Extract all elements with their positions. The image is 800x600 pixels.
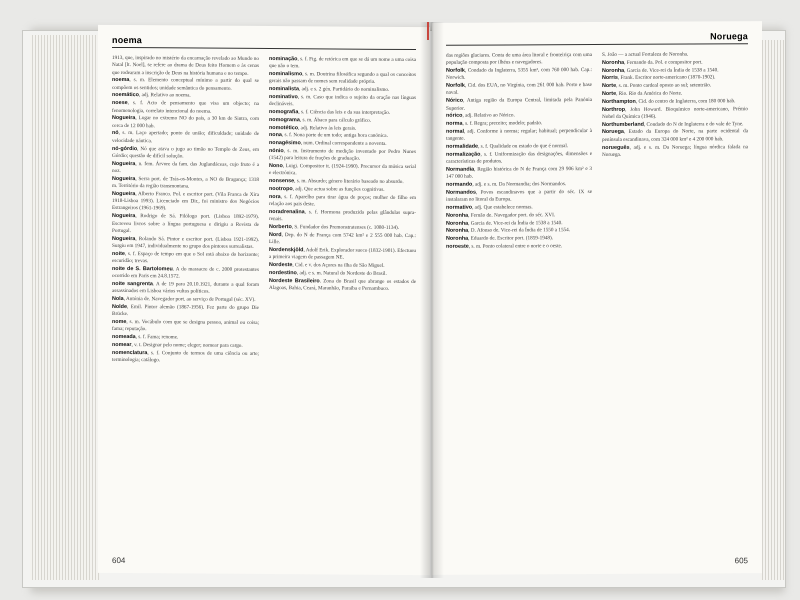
entry-definition: , Garcia de. Vice-rei da Índia de 1538 a 1540.: [624, 66, 719, 74]
entry-headword: noese: [112, 100, 128, 107]
entry-headword: Noronha: [446, 235, 469, 242]
dictionary-entry: [269, 278, 416, 294]
dictionary-entry: [446, 166, 592, 181]
dictionary-entry: [269, 232, 416, 248]
entry-headword: Nordeste Brasileiro: [269, 277, 320, 284]
entry-headword: Noronha: [446, 228, 469, 235]
entry-headword: nona: [269, 132, 282, 139]
dictionary-entry: [446, 112, 592, 120]
entry-headword: nominação: [269, 56, 298, 63]
right-columns: [446, 51, 748, 551]
entry-definition: , Rolando Sá. Pintor e escritor port. (Lisboa 1921-1992). Surgiu em 1947, individualmente no grupo dos pintores surrealistas.: [112, 235, 259, 250]
entry-definition: . A do massacre de c. 2000 protestantes ocorrido em Paris em 24.8.1572.: [112, 266, 259, 280]
entry-headword: Nogueira: [112, 175, 136, 182]
dictionary-entry: [269, 148, 416, 164]
dictionary-entry: [112, 236, 259, 252]
entry-definition: , adj. e s. m. Da Noruega; língua nórdica falada na Noruega.: [602, 143, 748, 158]
dictionary-entry: [446, 243, 592, 251]
entry-headword: nonsense: [269, 178, 295, 185]
entry-definition: , s. m. Laço apertado; ponto de união; dificuldade; unidade de velocidade náutica.: [112, 130, 259, 144]
entry-definition: , s. f. Qualidade ou estado do que é normal.: [478, 143, 569, 150]
entry-definition: , Luigi. Compositor it. (1924-1990). Precursor da música serial e electrónica.: [269, 163, 416, 177]
right-header-rule: [446, 43, 748, 46]
entry-headword: nónio: [269, 148, 284, 155]
dictionary-entry: [446, 212, 592, 220]
dictionary-entry: [269, 71, 416, 87]
entry-headword: nora: [269, 193, 281, 200]
left-running-head: noema: [112, 34, 143, 46]
entry-definition: , s. f. Regra; preceito; modelo; padrão.: [462, 120, 543, 127]
entry-definition: , Emil. Pintor alemão (1867-1956). Fez parte do grupo Die Brücke.: [112, 303, 259, 318]
entry-headword: nootropo: [269, 186, 293, 193]
entry-headword: Nogueira: [112, 190, 136, 197]
entry-definition: , Rio. Rio da América do Norte.: [616, 90, 683, 97]
entry-definition: , s. m. Vocábulo com que se designa pessoa, animal ou coisa; fama; reputação.: [112, 318, 259, 333]
dictionary-entry: [112, 55, 259, 78]
dictionary-entry: [446, 151, 592, 166]
dictionary-entry: [602, 90, 748, 98]
entry-headword: nordestino: [269, 269, 297, 277]
entry-headword: normal: [446, 128, 464, 135]
left-page-number: 604: [112, 555, 126, 566]
entry-headword: nomeada: [112, 333, 136, 341]
dictionary-entry: [112, 350, 259, 366]
entry-headword: Norberto: [269, 224, 292, 231]
left-page: [98, 25, 430, 575]
entry-definition: . Zona do Brasil que abrange os estados de Alagoas, Bahia, Ceará, Maranhão, Paraíba e Pernambuco.: [269, 277, 416, 292]
entry-definition: , Antiga região da Europa Central, limitada pela Panónia Superior.: [446, 97, 592, 112]
entry-definition: , s. f. Nona parte de um todo; antiga hora canónica.: [281, 132, 388, 140]
entry-headword: nomografia: [269, 109, 299, 116]
dictionary-entry: [446, 120, 592, 128]
entry-definition: , s. m. Elemento conceptual mínimo a partir do qual se compõem os sentidos; unidade semântica do pensamento.: [112, 77, 259, 92]
entry-definition: , n. fem. Árvore da fam. das Juglandáceas, cujo fruto é a noz.: [112, 160, 259, 174]
dictionary-entry: [446, 181, 592, 189]
entry-definition: , Adolf Erik. Explorador sueco (1832-1901). Efectuou a primeira viagem de passagem NE.: [269, 247, 416, 261]
entry-definition: , s. m. Doutrina filosófica segundo a qual os conceitos gerais não passam de nomes sem realidade própria.: [269, 71, 416, 86]
dictionary-entry: [446, 97, 592, 112]
entry-headword: Nogueira: [112, 213, 136, 220]
entry-definition: , s. f. Uniformização das designações, dimensões e características de produtos.: [446, 150, 592, 165]
entry-definition: , adj. Relativo às leis gerais.: [298, 124, 357, 132]
entry-definition: , s. m. Caso que indica o sujeito da oração nas línguas declináveis.: [269, 94, 416, 108]
right-running-head: Noruega: [710, 31, 748, 42]
entry-definition: , Fernão de. Navegador port. do séc. XVI.: [468, 211, 556, 219]
entry-headword: noite de S. Bartolomeu: [112, 265, 173, 273]
bookmark-ribbon: [427, 22, 429, 40]
left-page-stack: [30, 35, 100, 580]
dictionary-entry: [112, 130, 259, 146]
entry-definition: , Frank. Escritor norte-americano (1870-1902).: [617, 74, 716, 82]
dictionary-entry: [446, 67, 592, 82]
left-column-1: [112, 55, 259, 550]
left-header-rule: [112, 47, 416, 50]
entry-definition: , D. Afonso de. Vice-rei da Índia de 1550 a 1554.: [468, 227, 571, 235]
entry-definition: , Fernando da. Pol. e compositor port.: [624, 59, 703, 66]
entry-definition: , s. m. Ponto colateral entre o norte e o oeste.: [468, 243, 563, 250]
entry-definition: , Condado da Inglaterra, 5355 km², com 760 000 hab. Cap.: Norwich.: [446, 67, 592, 82]
entry-headword: nomear: [112, 341, 132, 348]
entry-definition: , Região histórica do N de França com 29 906 km² e 3 147 000 hab.: [446, 165, 592, 181]
entry-headword: Noronha: [446, 212, 469, 219]
dictionary-entry: [269, 56, 416, 72]
dictionary-entry: [112, 191, 259, 214]
dictionary-entry: [446, 235, 592, 243]
dictionary-entry: [446, 204, 592, 212]
right-page-number: 605: [734, 556, 748, 566]
entry-headword: Noronha: [602, 59, 625, 66]
left-columns: [112, 55, 416, 551]
right-column-2: [602, 51, 748, 550]
entry-headword: normalização: [446, 151, 481, 158]
dictionary-entry: [602, 51, 748, 59]
entry-headword: Nordenskjöld: [269, 246, 304, 254]
right-page: [432, 21, 762, 575]
dictionary-entry: [269, 209, 416, 225]
dictionary-entry: [602, 75, 748, 83]
dictionary-entry: [112, 304, 259, 320]
dictionary-entry: [602, 121, 748, 129]
entry-definition: , adj. e s. m. Da Normandia; dos Normandos.: [472, 181, 567, 188]
entry-definition: , s. f. Aparelho para tirar água de poços; mulher do filho em relação aos pais deste.: [269, 193, 416, 208]
entry-headword: nominativo: [269, 94, 298, 101]
entry-definition: , Cid. do centro de Inglaterra, com 180 000 hab.: [635, 98, 736, 105]
entry-headword: Norfolk: [446, 67, 465, 74]
dictionary-entry: [602, 129, 748, 144]
entry-headword: Nogueira: [112, 235, 136, 242]
entry-definition: , Cid. e v. dos Açores na ilha de São Miguel.: [292, 262, 385, 269]
entry-headword: norma: [446, 120, 463, 127]
entry-headword: Norte: [602, 90, 617, 97]
dictionary-entry: [112, 319, 259, 335]
entry-headword: Noronha: [446, 220, 469, 227]
entry-headword: nó-górdio: [112, 145, 138, 152]
dictionary-entry: [602, 106, 748, 121]
entry-definition: , s. f. Hormona produzida pelas glândulas supra-renais.: [269, 209, 416, 223]
dictionary-entry: [602, 98, 748, 106]
entry-definition: , adj. Relativo ao noema.: [138, 92, 191, 99]
entry-headword: Northumberland: [602, 121, 644, 128]
entry-headword: nonagésimo: [269, 140, 301, 147]
entry-headword: Nogueira: [112, 115, 136, 122]
entry-headword: Norfolk: [446, 82, 465, 89]
entry-definition: , John Howard. Bioquímico norte-americano, Prémio Nobel da Química (1946).: [602, 105, 748, 120]
dictionary-entry: [446, 82, 592, 97]
dictionary-entry: [112, 161, 259, 177]
book-gutter: [420, 22, 444, 578]
entry-headword: nome: [112, 318, 127, 325]
entry-definition: , Rodrigo de Sá. Filólogo port. (Lisboa 1892-1979). Escreveu livros sobre a língua portuguesa e dirigiu a Revista de Portugal.: [112, 213, 259, 234]
entry-headword: noradrenalina: [269, 208, 305, 216]
entry-headword: Nordeste: [269, 262, 293, 269]
dictionary-entry: [602, 59, 748, 67]
entry-headword: Nórico: [446, 97, 464, 105]
dictionary-entry: [112, 100, 259, 116]
entry-headword: Nord: [269, 231, 282, 238]
entry-definition: , Eduardo de. Escritor port. (1859-1948).: [468, 235, 554, 242]
dictionary-entry: [446, 143, 592, 151]
dictionary-entry: [112, 281, 259, 297]
entry-definition: , s. m. Absurdo; género literário baseado no absurdo.: [294, 178, 404, 186]
entry-definition: , Povos escandinavos que a partir do séc. IX se instalaram no litoral da Europa.: [446, 188, 592, 203]
entry-headword: Norris: [602, 75, 618, 82]
entry-definition: , s. f. Ciência das leis e da sua interpretação.: [298, 109, 391, 116]
entry-headword: nórico: [446, 113, 463, 120]
entry-definition: , Garcia de. Vice-rei da Índia de 1538 a 1540.: [468, 219, 563, 227]
entry-headword: Normandos: [446, 189, 476, 196]
dictionary-entry: [602, 144, 748, 159]
entry-headword: noite: [112, 250, 125, 257]
entry-definition: 1913, que, inspirado no mistério da encarnação revelado ao Mundo no Natal [lt. Noel], se refere ao drama de Deus feito Homem e às cenas que rodearam a inscrição de Deus na história humana e no tempo.: [112, 54, 259, 77]
right-column-1: [446, 52, 592, 551]
entry-definition: , Cid. dos EUA, no Virgínia, com 261 000 hab. Porto e base naval.: [446, 82, 592, 97]
entry-definition: , s. f. Acto de pensamento que visa um objecto; na fenomenologia, correlato intencional do noema.: [112, 100, 259, 115]
dictionary-entry: [112, 213, 259, 236]
entry-definition: S. João — a actual Fortaleza de Noronha.: [602, 51, 689, 58]
entry-definition: , s. f. Fig. de retórica em que se dá um nome a uma coisa que não o tem.: [269, 56, 416, 70]
dictionary-entry: [112, 176, 259, 192]
entry-definition: , Alberto Franco. Pol. e escritor port. (Vila Franca de Xira 1918-Lisboa 1993). Licenciado em Dir., foi ministro dos Negócios Estrangeiros (1961-1969).: [112, 190, 259, 212]
dictionary-entry: [446, 128, 592, 143]
entry-definition: , v. t. Designar pelo nome; eleger; nomear para cargo.: [131, 341, 243, 349]
entry-headword: Northrop: [602, 106, 626, 113]
entry-headword: noemático: [112, 92, 139, 99]
entry-headword: Nola: [112, 295, 124, 303]
entry-definition: , Estado da Europa do Norte, na parte ocidental da península escandinava, com 324 000 km² e 4 200 000 hab.: [602, 128, 748, 143]
entry-definition: , Serra port. de Trás-os-Montes, a NO de Bragança; 1318 m. Território da região transmontana.: [112, 175, 259, 190]
entry-definition: , Lugar no extremo NO do país, a 30 km de Sintra, com cerca de 12 000 hab.: [112, 115, 259, 129]
entry-headword: Noronha: [602, 67, 625, 74]
entry-headword: Normandia: [446, 166, 475, 173]
entry-headword: normativo: [446, 204, 473, 211]
left-column-2: [269, 56, 416, 551]
entry-definition: , Antónia de. Navegador port. ao serviço de Portugal (séc. XV).: [123, 296, 256, 303]
dictionary-entry: [112, 266, 259, 282]
entry-headword: noroeste: [446, 243, 469, 250]
entry-headword: nominalismo: [269, 71, 303, 78]
entry-definition: , adj. e s. 2 gén. Partidário do nominalismo.: [298, 86, 390, 94]
right-page-stack: [760, 40, 785, 580]
dictionary-entry: [602, 82, 748, 90]
entry-definition: , s. f. Fama; renome.: [135, 334, 179, 341]
dictionary-entry: [446, 189, 592, 204]
entry-headword: nomenclatura: [112, 349, 148, 356]
entry-definition: , num. Ordinal correspondente a noventa.: [300, 140, 387, 148]
dictionary-entry: [446, 227, 592, 235]
entry-headword: Nolde: [112, 303, 127, 310]
dictionary-entry: [112, 77, 259, 93]
dictionary-entry: [269, 247, 416, 263]
entry-headword: Norte: [602, 83, 617, 90]
entry-definition: , s. m. Instrumento de medição inventado por Pedro Nunes (1542) para leitura de frações de graduação.: [269, 148, 416, 163]
entry-definition: , s. m. Ábaco para cálculo gráfico.: [299, 117, 372, 124]
entry-headword: nominalista: [269, 86, 299, 93]
dictionary-entry: [112, 115, 259, 131]
entry-definition: , s. f. Espaço de tempo em que o Sol está abaixo do horizonte; escuridão; trevas.: [112, 250, 259, 265]
entry-definition: , adj. Que actua sobre as funções cognitivas.: [292, 186, 385, 193]
entry-headword: normalidade: [446, 143, 479, 150]
entry-headword: nomotético: [269, 124, 299, 131]
entry-headword: norueguês: [602, 144, 630, 151]
entry-definition: , s. m. Ponto cardeal oposto ao sul; setentrião.: [616, 82, 712, 90]
dictionary-entry: [112, 251, 259, 267]
dictionary-entry: [269, 94, 416, 110]
entry-headword: noite sangrenta: [112, 280, 153, 288]
entry-headword: noema: [112, 77, 130, 84]
entry-definition: , adj. Relativo ao Nórico.: [462, 112, 515, 120]
entry-headword: nomograma: [269, 116, 300, 124]
entry-headword: Nogueira: [112, 160, 136, 167]
entry-headword: Northampton: [602, 98, 636, 105]
entry-definition: , Nó que atava o jugo ao timão no Templo de Zeus, em Górdio; questão de difícil solução.: [112, 145, 259, 160]
entry-headword: normando: [446, 181, 473, 188]
entry-definition: , S. Fundador dos Premonstratenses (c. 1080-1134).: [291, 224, 400, 231]
entry-definition: das regiões glaciares. Conta de uma área litoral e fronteiriça com uma população composta por ilhéus e navegadores.: [446, 52, 592, 67]
entry-definition: , s. f. Conjunto de termos de uma ciência ou arte; terminologia; catálogo.: [112, 349, 259, 364]
entry-headword: nó: [112, 130, 119, 137]
entry-definition: , Dep. do N de França com 5742 km² e 2 555 000 hab. Cap.: Lille.: [269, 231, 416, 246]
entry-headword: Noruega: [602, 129, 624, 136]
entry-definition: , adj. Conforme à norma; regular; habitual; perpendicular à tangente.: [446, 127, 592, 143]
dictionary-entry: [446, 52, 592, 67]
dictionary-entry: [269, 194, 416, 210]
entry-definition: , adj. Que estabelece normas.: [472, 204, 533, 211]
entry-definition: , Condado do N de Inglaterra e do vale de Tyne.: [643, 120, 744, 128]
entry-definition: , adj. e s. m. Natural do Nordeste do Brasil.: [296, 270, 387, 277]
dictionary-entry: [269, 163, 416, 179]
entry-headword: Nono: [269, 163, 283, 170]
entry-definition: . A de 19 para 20.10.1921, durante a qual foram assassinados em Lisboa vários vultos políticos.: [112, 281, 259, 295]
dictionary-entry: [112, 146, 259, 162]
